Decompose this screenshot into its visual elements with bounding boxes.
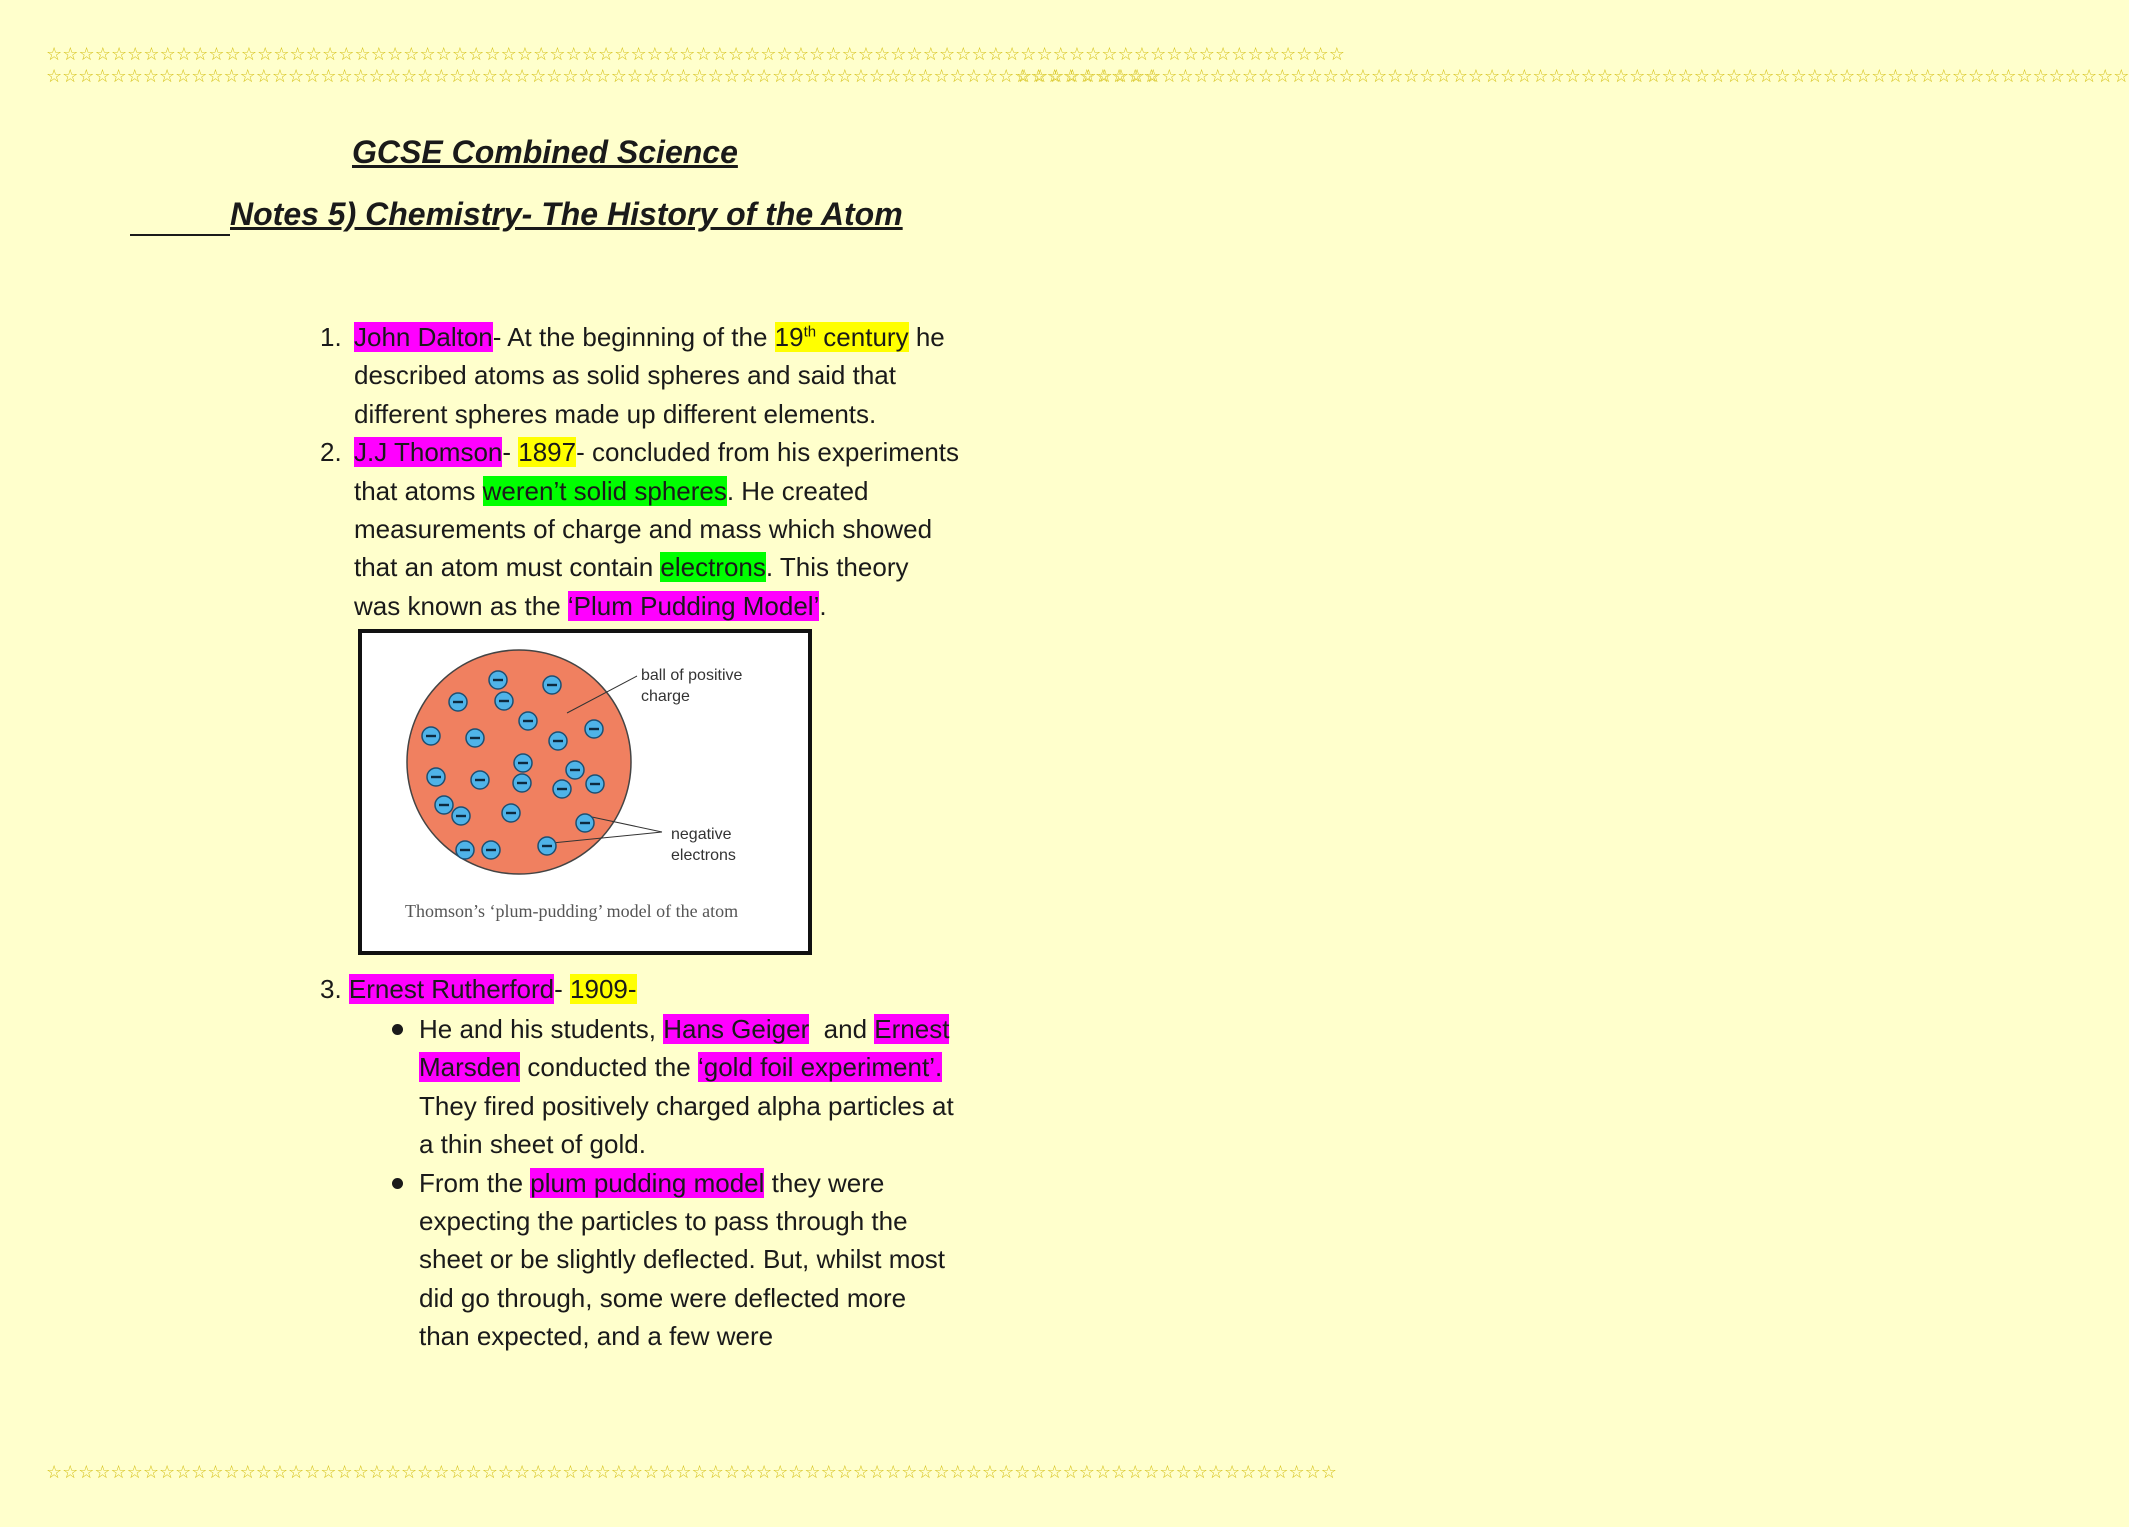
title-rule [130, 234, 230, 236]
electron-minus-sign [499, 700, 509, 702]
electron-minus-sign [580, 822, 590, 824]
electron-minus-sign [431, 776, 441, 778]
item-sep: - [502, 437, 519, 468]
star-border-bottom: ☆☆☆☆☆☆☆☆☆☆☆☆☆☆☆☆☆☆☆☆☆☆☆☆☆☆☆☆☆☆☆☆☆☆☆☆☆☆☆☆☆☆☆☆☆☆☆☆☆☆☆☆☆☆☆☆☆☆☆☆☆☆☆☆☆☆☆☆☆☆☆☆☆☆☆☆☆☆☆☆ [46, 1462, 1337, 1483]
bullet-item [386, 1164, 956, 1356]
item-sep: - [554, 974, 571, 1004]
bullet-text: conducted the [520, 1052, 698, 1083]
page-title: GCSE Combined Science [352, 134, 738, 170]
item-text: he described atoms as solid spheres and said that different spheres made up different elements. [354, 322, 945, 429]
model-name: plum pudding model [530, 1167, 765, 1198]
electron-minus-sign [453, 701, 463, 703]
list-item-rutherford [320, 970, 980, 1008]
electron-minus-sign [570, 769, 580, 771]
key-term-highlight: electrons [660, 552, 766, 583]
electron-minus-sign [517, 782, 527, 784]
star-border-top: ☆☆☆☆☆☆☆☆☆☆☆☆☆☆☆☆☆☆☆☆☆☆☆☆☆☆☆☆☆☆☆☆☆☆☆☆☆☆☆☆☆☆☆☆☆☆☆☆☆☆☆☆☆☆☆☆☆☆☆☆☆☆☆☆☆☆☆☆☆☆☆☆☆☆☆☆☆☆☆☆ [46, 44, 1345, 65]
electron-minus-sign [590, 783, 600, 785]
scientist-name: John Dalton [354, 322, 493, 352]
electron-minus-sign [589, 728, 599, 730]
scientist-name: Ernest Marsden [419, 1014, 950, 1083]
electron-minus-sign [426, 735, 436, 737]
item-text: - At the beginning of the [492, 322, 775, 352]
star-border-right: ☆☆☆☆☆☆☆☆☆☆☆☆☆☆☆☆☆☆☆☆☆☆☆☆☆☆☆☆☆☆☆☆☆☆☆☆☆☆☆☆☆☆☆☆☆☆☆☆☆☆☆☆☆☆☆☆☆☆☆☆☆☆☆☆☆☆☆☆☆ [1016, 66, 2129, 87]
electron-minus-sign [547, 684, 557, 686]
electron-minus-sign [460, 849, 470, 851]
notes-list [320, 318, 960, 625]
page-subtitle: Notes 5) Chemistry- The History of the Atom [230, 196, 903, 232]
rutherford-bullets [386, 1010, 956, 1356]
list-item-thomson [320, 433, 960, 625]
item-text: - concluded from his experiments that atoms [354, 437, 960, 506]
electron-minus-sign [518, 762, 528, 764]
bullet-item [386, 1010, 956, 1164]
century-suffix: th [803, 323, 817, 341]
label-positive: ball of positive [641, 667, 743, 684]
item-text: . This theory was known as the [354, 552, 909, 621]
item-number: 1. [320, 322, 342, 352]
model-name: ‘Plum Pudding Model’ [567, 590, 820, 621]
label-positive-2: charge [641, 688, 690, 705]
star-border-left: ☆☆☆☆☆☆☆☆☆☆☆☆☆☆☆☆☆☆☆☆☆☆☆☆☆☆☆☆☆☆☆☆☆☆☆☆☆☆☆☆☆☆☆☆☆☆☆☆☆☆☆☆☆☆☆☆☆☆☆☆☆☆☆☆☆☆☆☆☆ [46, 66, 1160, 87]
bullet-dot [392, 1178, 403, 1189]
bullet-text: From the [419, 1167, 531, 1198]
scientist-name: J.J Thomson [354, 437, 503, 468]
electron-minus-sign [523, 720, 533, 722]
electron-minus-sign [493, 679, 503, 681]
item-number: 3. [320, 974, 342, 1004]
bullet-text: and [809, 1014, 875, 1044]
label-negative: negative [671, 826, 732, 843]
electron-minus-sign [553, 740, 563, 742]
experiment-name: ‘gold foil experiment’. [697, 1052, 943, 1083]
year-highlight: 1909- [570, 974, 637, 1004]
item-number: 2. [320, 437, 342, 468]
electron-minus-sign [542, 845, 552, 847]
century-word: century [816, 322, 909, 352]
century-highlight [775, 322, 909, 352]
electron-minus-sign [557, 788, 567, 790]
scientist-name: Hans Geiger [663, 1014, 810, 1044]
bullet-text: He and his students, [419, 1014, 664, 1044]
list-item-dalton [320, 318, 960, 433]
electron-minus-sign [439, 804, 449, 806]
plum-pudding-figure [358, 629, 812, 955]
century-number: 19 [774, 322, 804, 352]
key-term-highlight: weren’t solid spheres [482, 475, 727, 506]
bullet-text: they were expecting the particles to pass through the sheet or be slightly deflected. But, whilst most did go through, some were deflected more than expected, and a few were [419, 1167, 946, 1352]
bullet-dot [392, 1024, 403, 1035]
electron-minus-sign [506, 812, 516, 814]
electron-minus-sign [470, 737, 480, 739]
electron-minus-sign [475, 779, 485, 781]
scientist-name: Ernest Rutherford [348, 974, 555, 1004]
figure-caption: Thomson’s ‘plum-pudding’ model of the atom [405, 901, 739, 921]
item-text: . [819, 590, 827, 621]
electron-minus-sign [456, 815, 466, 817]
electron-minus-sign [486, 849, 496, 851]
year-highlight: 1897 [518, 437, 577, 468]
label-negative-2: electrons [671, 847, 736, 864]
bullet-text: They fired positively charged alpha particles at a thin sheet of gold. [419, 1090, 954, 1160]
item-text: . He created measurements of charge and mass which showed that an atom must contain [354, 475, 933, 583]
